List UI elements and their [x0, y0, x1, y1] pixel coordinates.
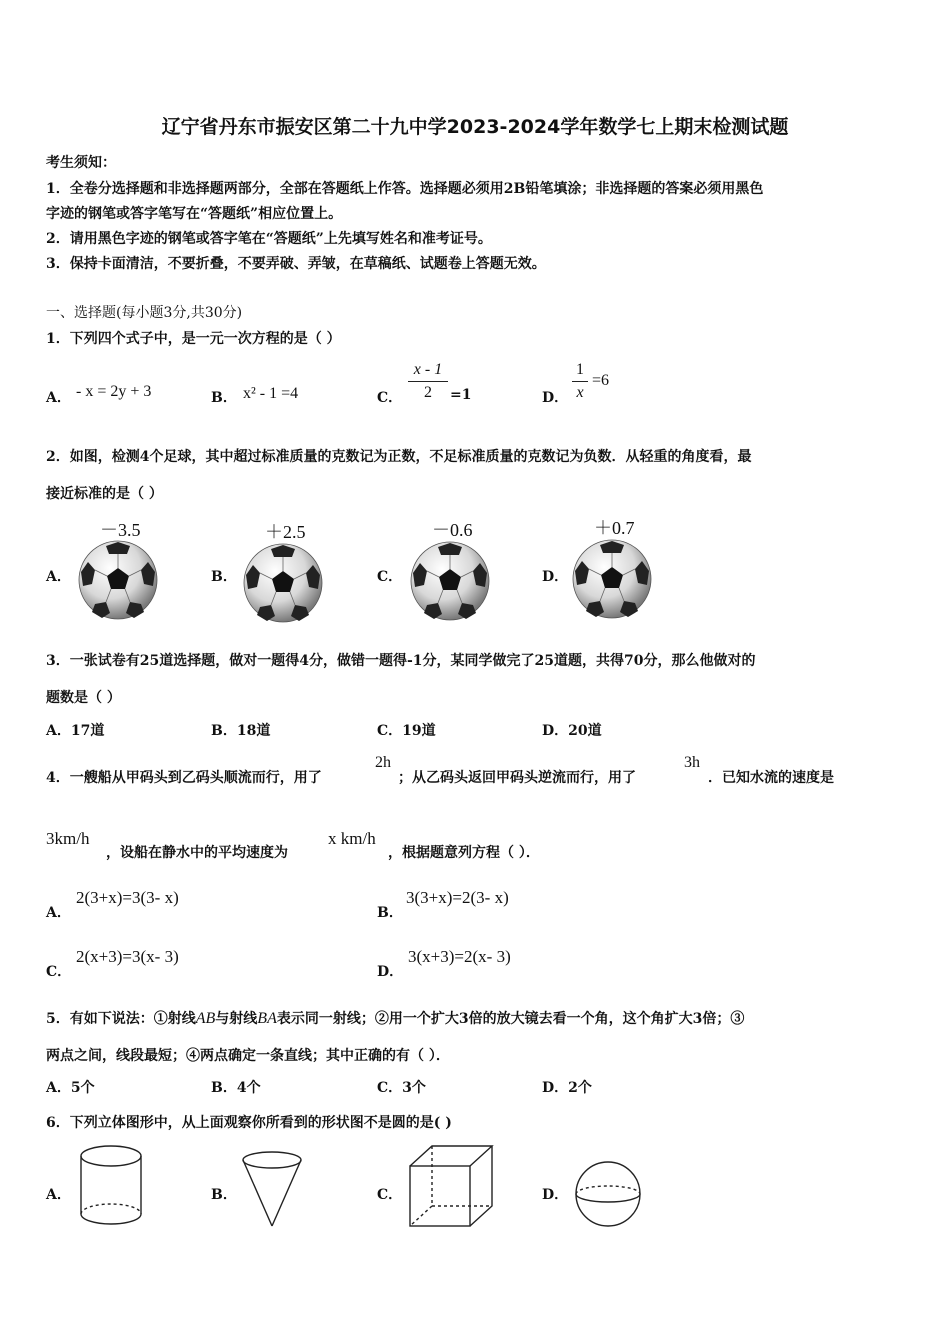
q4-time-2: 3h [684, 754, 700, 771]
q4-option-d-label: D． [377, 964, 404, 980]
q4-stem: ．已知水流的速度是 [708, 770, 834, 786]
q3-option-d: D．20道 [542, 723, 602, 739]
q5-stem-part: 表示同一射线；②用一个扩大3倍的放大镜去看一个角，这个角扩大3倍；③ [276, 1011, 745, 1027]
q4-stem: ；从乙码头返回甲码头逆流而行，用了 [398, 770, 636, 786]
q5-stem-part: 与射线 [215, 1011, 258, 1027]
notice-item: 字迹的钢笔或答字笔写在“答题纸”相应位置上。 [46, 206, 343, 222]
q1-option-a-label: A． [46, 390, 71, 406]
q4-option-b-expr: 3(3+x)=2(3- x) [406, 888, 509, 907]
q4-option-d-expr: 3(x+3)=2(x- 3) [408, 947, 511, 966]
notice-heading: 考生须知： [46, 155, 116, 171]
q5-option-b: B．4个 [211, 1080, 261, 1096]
fraction-bar [572, 381, 588, 382]
q1-option-b-expr: x² - 1 =4 [243, 385, 299, 402]
q1-stem: 1．下列四个式子中，是一元一次方程的是（ ） [46, 331, 341, 347]
q5-stem-part: 5．有如下说法：①射线 [46, 1011, 196, 1027]
fraction-denominator: 2 [424, 384, 432, 401]
q1-option-c-tail: =1 [450, 387, 472, 403]
q2-option-a-label: A． [46, 569, 71, 585]
q1-option-c-fraction [408, 361, 448, 402]
q3-stem: 3．一张试卷有25道选择题，做对一题得4分，做错一题得-1分，某同学做完了25道题，共得70分，那么他做对的 [46, 653, 756, 669]
q6-option-a-label: A． [46, 1187, 71, 1203]
q1-option-d-label: D． [542, 390, 569, 406]
q2-option-a-value: －3.5 [100, 520, 141, 540]
q4-option-a-label: A． [46, 905, 71, 921]
q3-option-b: B．18道 [211, 723, 271, 739]
q4-time-1: 2h [375, 754, 391, 771]
q2-option-d-value: ＋0.7 [594, 518, 635, 538]
fraction-bar [408, 381, 448, 382]
q3-option-a: A．17道 [46, 723, 105, 739]
q4-stem: 4．一艘船从甲码头到乙码头顺流而行，用了 [46, 770, 322, 786]
q3-option-c: C．19道 [377, 723, 436, 739]
q1-option-c-label: C． [377, 390, 403, 406]
cube-icon [408, 1144, 494, 1232]
notice-item: 3．保持卡面清洁，不要折叠，不要弄破、弄皱，在草稿纸、试题卷上答题无效。 [46, 256, 546, 272]
fraction-denominator: x [576, 384, 584, 401]
q4-boat-speed: x km/h [328, 829, 376, 848]
q4-stem: ，根据题意列方程（ ）． [388, 845, 540, 861]
q5-option-d: D．2个 [542, 1080, 592, 1096]
soccer-ball-icon [572, 539, 652, 623]
q5-ray-ba: BA [257, 1010, 277, 1027]
q6-stem: 6．下列立体图形中，从上面观察你所看到的形状图不是圆的是( ) [46, 1115, 452, 1131]
q4-stem: ，设船在静水中的平均速度为 [106, 845, 288, 861]
q6-option-d-label: D． [542, 1187, 569, 1203]
q2-option-c-value: －0.6 [432, 520, 473, 540]
soccer-ball-icon [410, 541, 490, 625]
q5-ray-ab: AB [195, 1010, 216, 1027]
fraction-numerator: x - 1 [413, 361, 443, 378]
q4-option-c-expr: 2(x+3)=3(x- 3) [76, 947, 179, 966]
notice-item: 2．请用黑色字迹的钢笔或答字笔在“答题纸”上先填写姓名和准考证号。 [46, 231, 492, 247]
cylinder-icon [78, 1144, 144, 1232]
q5-stem [46, 1008, 744, 1028]
q1-option-a-expr: - x = 2y + 3 [76, 383, 152, 400]
sphere-icon [574, 1160, 642, 1232]
q1-option-d-tail: =6 [592, 372, 610, 389]
q2-option-d-label: D． [542, 569, 569, 585]
q1-option-d-fraction [572, 361, 588, 402]
q5-option-c: C．3个 [377, 1080, 426, 1096]
section-heading: 一、选择题(每小题3分,共30分) [46, 305, 243, 321]
cone-icon [241, 1150, 303, 1232]
q5-option-a: A．5个 [46, 1080, 95, 1096]
q6-option-c-label: C． [377, 1187, 403, 1203]
fraction-numerator: 1 [576, 361, 584, 378]
q4-option-c-label: C． [46, 964, 72, 980]
q2-option-c-label: C． [377, 569, 403, 585]
q4-current-speed: 3km/h [46, 829, 90, 848]
page-title: 辽宁省丹东市振安区第二十九中学2023-2024学年数学七上期末检测试题 [161, 116, 789, 138]
q2-option-b-value: ＋2.5 [265, 522, 306, 542]
soccer-ball-icon [243, 543, 323, 627]
q2-stem: 2．如图，检测4个足球，其中超过标准质量的克数记为正数，不足标准质量的克数记为负数．从轻重的角度看，最 [46, 449, 752, 465]
q6-option-b-label: B． [211, 1187, 237, 1203]
q4-option-a-expr: 2(3+x)=3(3- x) [76, 888, 179, 907]
notice-item: 1．全卷分选择题和非选择题两部分，全部在答题纸上作答。选择题必须用2B铅笔填涂；非选择题的答案必须用黑色 [46, 181, 764, 197]
q5-stem: 两点之间，线段最短；④两点确定一条直线；其中正确的有（ ）． [46, 1048, 450, 1064]
q1-option-b-label: B． [211, 390, 237, 406]
q2-stem: 接近标准的是（ ） [46, 486, 163, 502]
q3-stem: 题数是（ ） [46, 690, 121, 706]
q4-option-b-label: B． [377, 905, 403, 921]
soccer-ball-icon [78, 540, 158, 624]
q2-option-b-label: B． [211, 569, 237, 585]
